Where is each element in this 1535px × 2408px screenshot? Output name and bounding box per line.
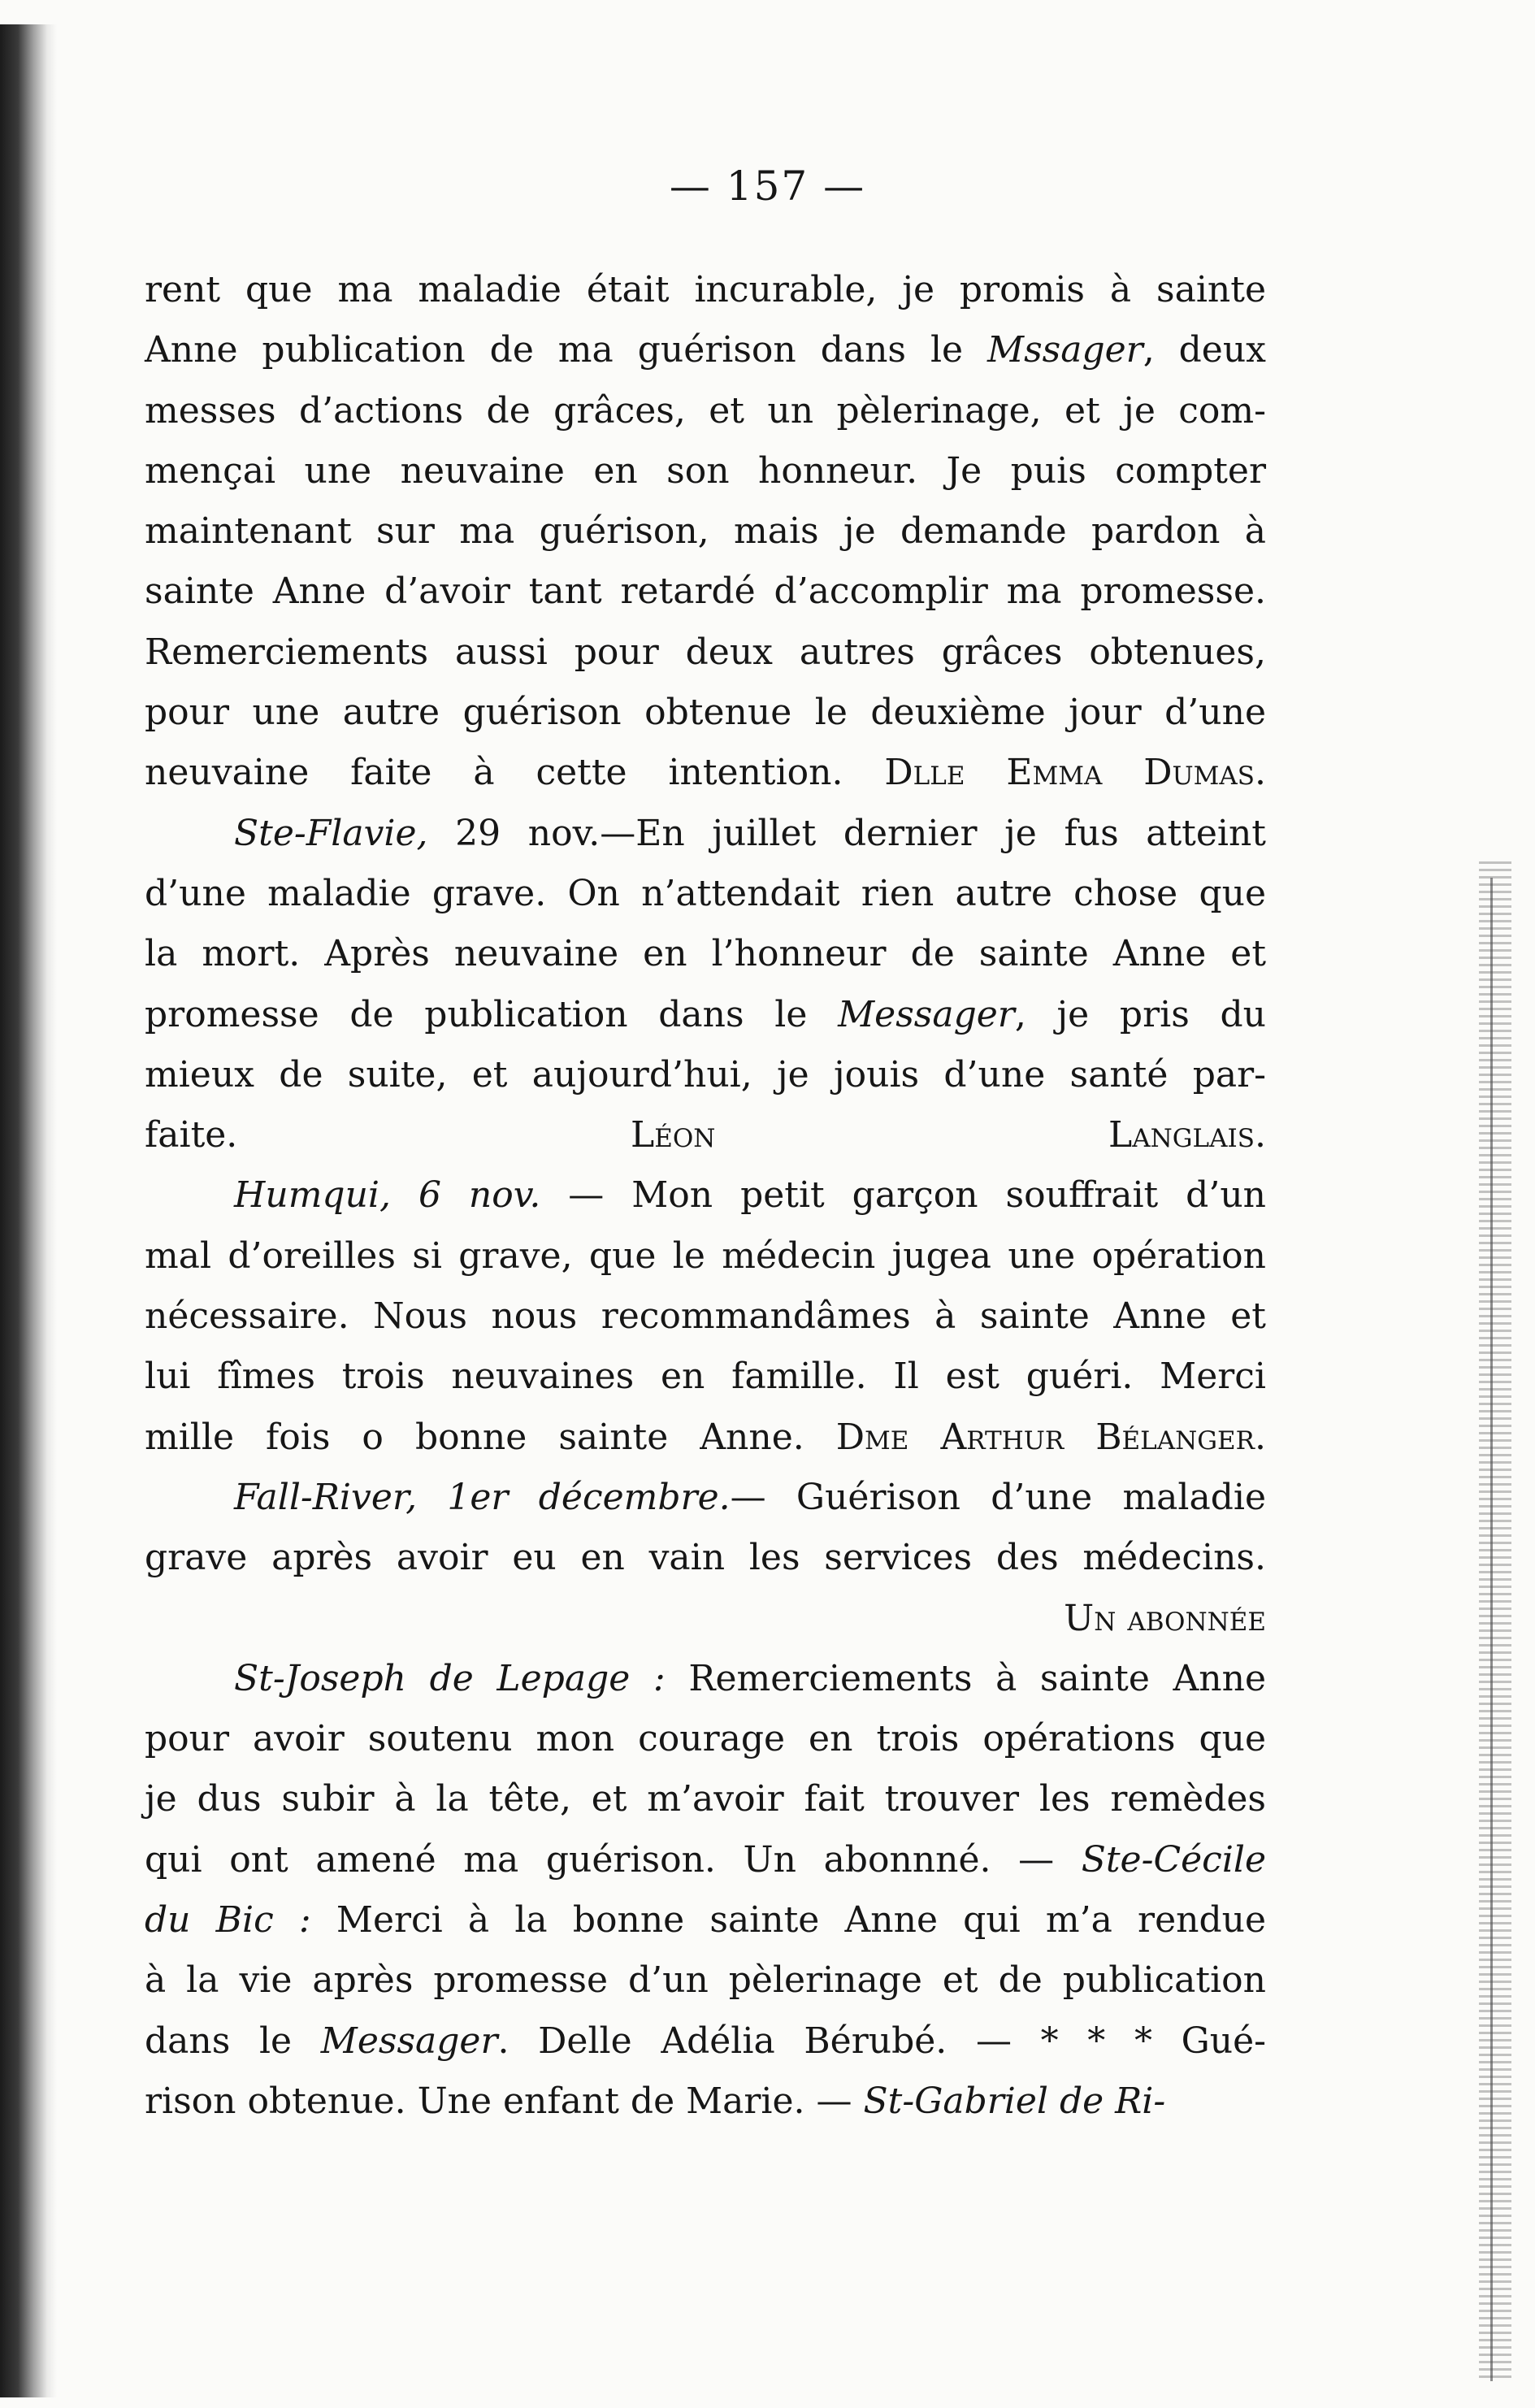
text-line: du Bic : Merci à la bonne sainte Anne qui m’a rendue — [145, 1899, 1266, 1942]
italic-title: Messager — [838, 993, 1015, 1035]
text-line: neuvaine faite à cette intention. Dlle Emma Dumas. — [145, 752, 1266, 794]
text-line: promesse de publication dans le Messager, je pris du — [145, 993, 1266, 1035]
date: 29 nov. — [455, 812, 601, 854]
text-line: nécessaire. Nous nous recommandâmes à sainte Anne et — [145, 1295, 1266, 1338]
text-line: grave après avoir eu en vain les services des médecins. — [145, 1537, 1266, 1579]
signature: Léon Langlais. — [630, 1114, 1266, 1156]
scan-binding-line-right — [1490, 878, 1493, 2381]
text-line: la mort. Après neuvaine en l’honneur de sainte Anne et — [145, 933, 1266, 975]
text-line: faite. Léon Langlais. — [145, 1114, 1266, 1156]
text-line: dans le Messager. Delle Adélia Bérubé. — * * * Gué- — [145, 2020, 1266, 2062]
text-line: Humqui, 6 nov. — Mon petit garçon souffrait d’un — [234, 1174, 1266, 1217]
place-name: Ste-Flavie, — [234, 812, 428, 854]
text-line: Ste-Flavie, 29 nov.—En juillet dernier je fus atteint — [234, 812, 1266, 854]
signature: Dlle Emma Dumas. — [884, 752, 1266, 794]
page-number: — 157 — — [669, 163, 866, 210]
text-line: rent que ma maladie était incurable, je promis à sainte — [145, 269, 1266, 310]
scan-binding-edge-left — [0, 24, 57, 2397]
text-line: d’une maladie grave. On n’attendait rien autre chose que — [145, 872, 1266, 914]
text-line: à la vie après promesse d’un pèlerinage et de publication — [145, 1959, 1266, 2002]
text-line: mal d’oreilles si grave, que le médecin jugea une opération — [145, 1234, 1266, 1277]
date: 1er décembre. — [447, 1476, 731, 1518]
italic-title: Mssager — [987, 329, 1143, 371]
scan-binding-edge-right — [1479, 861, 1511, 2381]
place-name: Humqui, — [234, 1174, 391, 1217]
text-line: sainte Anne d’avoir tant retardé d’accomplir ma promesse. — [145, 571, 1266, 613]
signature: Un abonnée — [1064, 1597, 1266, 1639]
text-line: St-Joseph de Lepage : Remerciements à sainte Anne — [234, 1657, 1266, 1699]
text-line: Fall-River, 1er décembre.— Guérison d’une maladie — [234, 1476, 1266, 1518]
text-line: maintenant sur ma guérison, mais je demande pardon à — [145, 510, 1266, 553]
text-line: messes d’actions de grâces, et un pèlerinage, et je com- — [145, 389, 1266, 432]
date: 6 nov. — [418, 1174, 541, 1217]
text-line: Anne publication de ma guérison dans le Mssager, deux — [145, 329, 1266, 371]
text-line: Remerciements aussi pour deux autres grâces obtenues, — [145, 631, 1266, 673]
text-line: qui ont amené ma guérison. Un abonnné. — Ste-Cécile — [145, 1838, 1266, 1881]
italic-title: Messager — [320, 2020, 498, 2062]
place-name: Ste-Cécile — [1081, 1838, 1266, 1881]
text-line: mieux de suite, et aujourd’hui, je jouis d’une santé par- — [145, 1053, 1266, 1096]
text-line: rison obtenue. Une enfant de Marie. — St-Gabriel de Ri- — [145, 2080, 1166, 2122]
text-block — [145, 260, 1266, 2132]
place-name: St-Joseph de Lepage : — [234, 1657, 666, 1699]
text-line: mençai une neuvaine en son honneur. Je puis compter — [145, 449, 1266, 492]
text-line: lui fîmes trois neuvaines en famille. Il est guéri. Merci — [145, 1356, 1266, 1398]
text-line: pour avoir soutenu mon courage en trois opérations que — [145, 1718, 1266, 1760]
text-line: mille fois o bonne sainte Anne. Dme Arthur Bélanger. — [145, 1416, 1266, 1458]
signature: Dme Arthur Bélanger. — [835, 1416, 1266, 1458]
text-line: pour une autre guérison obtenue le deuxième jour d’une — [145, 692, 1266, 734]
place-name: St-Gabriel de Ri- — [863, 2080, 1166, 2122]
text-line: je dus subir à la tête, et m’avoir fait trouver les remèdes — [145, 1778, 1266, 1820]
place-name: du Bic : — [145, 1899, 311, 1942]
signature-line — [145, 1589, 1266, 1649]
place-name: Fall-River, — [234, 1476, 418, 1518]
